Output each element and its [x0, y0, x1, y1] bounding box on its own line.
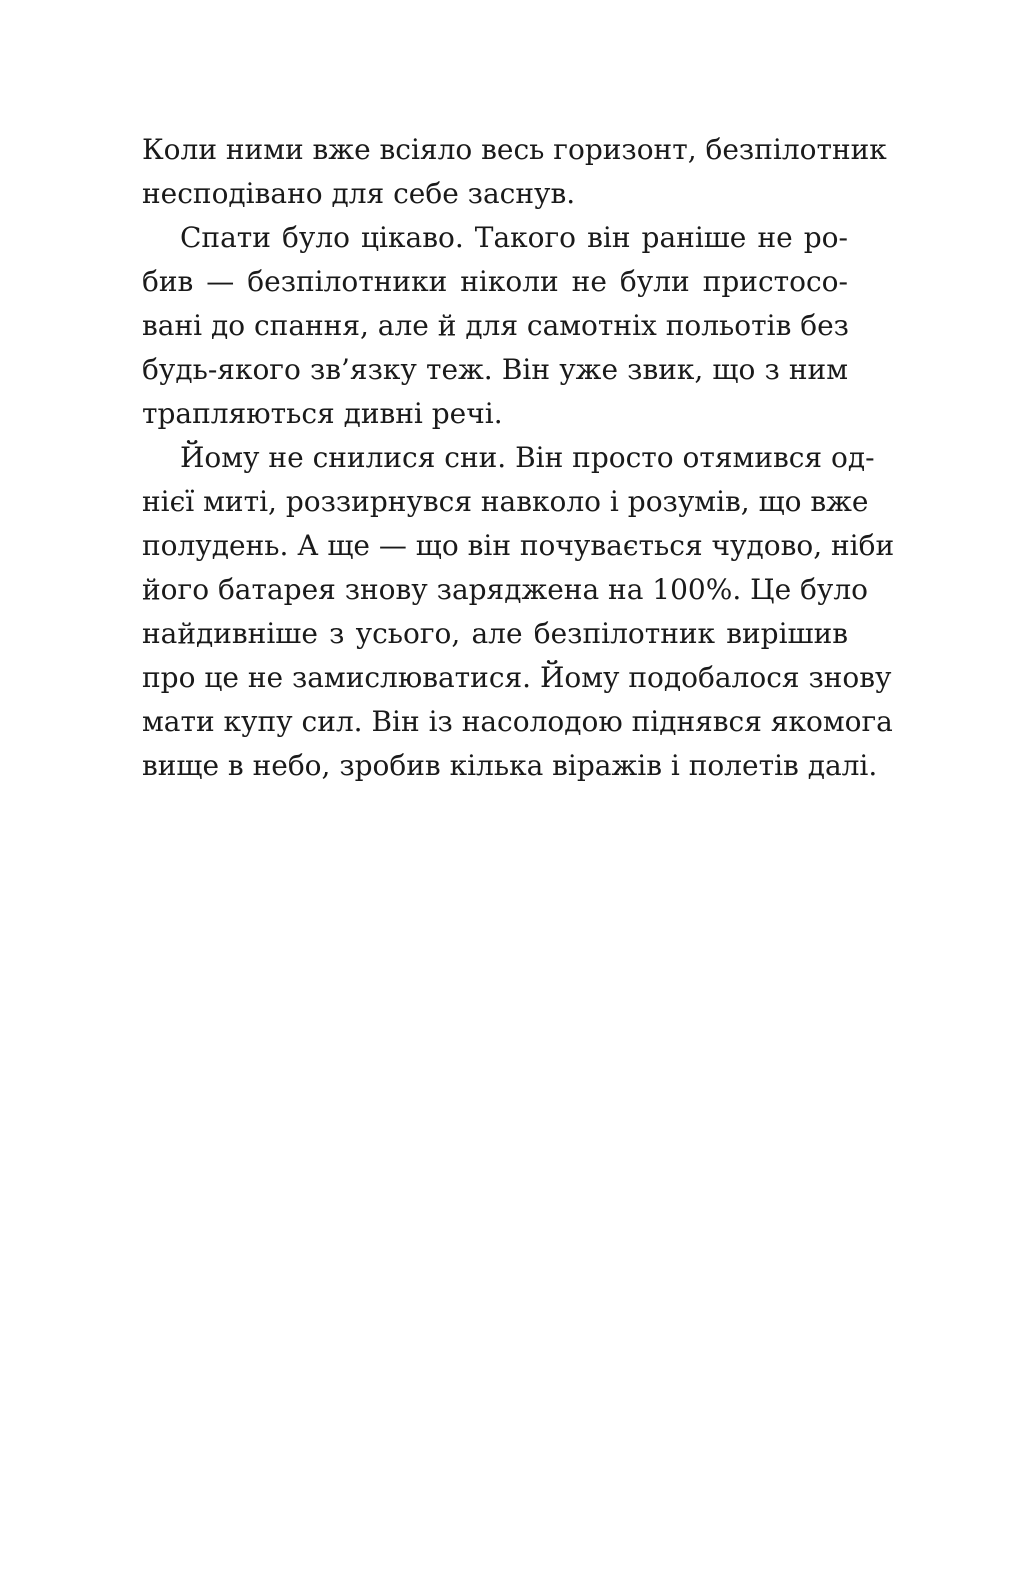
text-line: Коли ними вже всіяло весь горизонт, безпілотник	[142, 133, 887, 166]
text-line: його батарея знову заряджена на 100%. Це було	[142, 573, 869, 606]
text-line: про це не замислюватися. Йому подобалося знову	[142, 661, 892, 694]
text-line: трапляються дивні речі.	[142, 397, 503, 430]
text-line: несподівано для себе заснув.	[142, 177, 576, 210]
text-line: мати купу сил. Він із насолодою піднявся якомога	[142, 705, 893, 738]
text-line: полудень. А ще — що він почувається чудово, ніби	[142, 529, 895, 562]
text-line: Йому не снилися сни. Він просто отямився од-	[180, 441, 875, 474]
paragraph-1	[142, 128, 887, 216]
text-line: нієї миті, роззирнувся навколо і розумів, що вже	[142, 485, 869, 518]
paragraph-2	[142, 216, 848, 436]
text-line: вані до спання, але й для самотніх польотів без	[142, 309, 849, 342]
text-line: вище в небо, зробив кілька віражів і полетів далі.	[142, 749, 878, 782]
text-line: Спати було цікаво. Такого він раніше не ро-	[180, 221, 848, 254]
text-line: бив — безпілотники ніколи не були пристосо-	[142, 265, 848, 298]
text-line: будь-якого зв’язку теж. Він уже звик, що з ним	[142, 353, 848, 386]
paragraph-3	[142, 436, 895, 788]
body-text	[142, 128, 895, 788]
text-line: найдивніше з усього, але безпілотник вирішив	[142, 617, 848, 650]
